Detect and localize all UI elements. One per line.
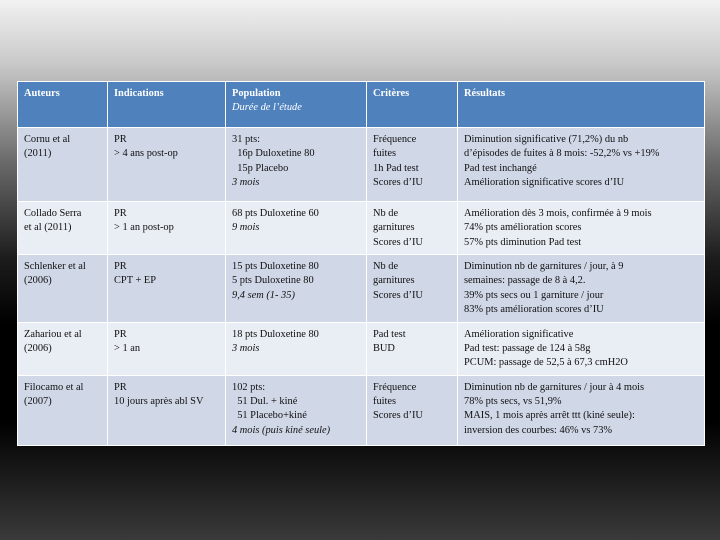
cell-criteres xyxy=(367,375,458,445)
indications-line: 10 jours après abl SV xyxy=(114,395,204,407)
auteurs-line: Filocamo et al xyxy=(24,381,84,393)
population-line: 5 pts Duloxetine 80 xyxy=(232,275,314,287)
criteres-line: Fréquence xyxy=(373,134,417,145)
header-population xyxy=(226,82,367,128)
indications-line: PR xyxy=(114,381,127,393)
table-row xyxy=(18,202,705,255)
resultats-line: semaines: passage de 8 à 4,2. xyxy=(464,275,586,287)
table-row xyxy=(18,322,705,375)
auteurs-line: (2007) xyxy=(24,395,52,407)
cell-resultats xyxy=(458,202,705,255)
cell-auteurs xyxy=(18,375,108,445)
table-row xyxy=(18,375,705,445)
table-header-row xyxy=(18,82,705,128)
header-auteurs: Auteurs xyxy=(18,82,108,128)
resultats-line: 83% pts amélioration scores d’IU xyxy=(464,304,604,316)
criteres-line: Nb de xyxy=(373,261,399,273)
auteurs-line: Collado Serra xyxy=(24,208,82,219)
cell-criteres xyxy=(367,128,458,202)
criteres-line: Pad test xyxy=(373,328,406,340)
population-line: 15 pts Duloxetine 80 xyxy=(232,261,319,273)
header-population-label: Population xyxy=(232,88,281,99)
population-line: 16p Duloxetine 80 xyxy=(232,148,315,160)
criteres-line: Scores d’IU xyxy=(373,410,423,422)
resultats-line: d’épisodes de fuites à 8 mois: -52,2% vs +19% xyxy=(464,148,660,160)
cell-criteres xyxy=(367,255,458,322)
auteurs-line: (2006) xyxy=(24,342,52,354)
criteres-line: Scores d’IU xyxy=(373,289,423,301)
cell-resultats xyxy=(458,128,705,202)
indications-line: > 4 ans post-op xyxy=(114,148,178,160)
header-criteres: Critères xyxy=(367,82,458,128)
population-line: 102 pts: xyxy=(232,381,266,393)
auteurs-line: Cornu et al xyxy=(24,134,71,145)
criteres-line: fuites xyxy=(373,148,397,160)
criteres-line: garnitures xyxy=(373,222,415,234)
resultats-line: Diminution nb de garnitures / jour, à 9 xyxy=(464,261,624,273)
duree-line: 3 mois xyxy=(232,342,260,354)
cell-resultats xyxy=(458,255,705,322)
duree-line: 9 mois xyxy=(232,222,260,234)
cell-indications xyxy=(108,375,226,445)
criteres-line: Nb de xyxy=(373,208,399,219)
population-line: 18 pts Duloxetine 80 xyxy=(232,328,319,340)
population-line: 15p Placebo xyxy=(232,162,289,174)
resultats-line: Amélioration dès 3 mois, confirmée à 9 mois xyxy=(464,208,652,219)
indications-line: PR xyxy=(114,208,127,219)
studies-table xyxy=(17,81,705,446)
resultats-line: 74% pts amélioration scores xyxy=(464,222,582,234)
criteres-line: Fréquence xyxy=(373,381,417,393)
table-row xyxy=(18,128,705,202)
duree-line: 3 mois xyxy=(232,177,260,189)
indications-line: PR xyxy=(114,261,127,273)
resultats-line: Diminution nb de garnitures / jour à 4 mois xyxy=(464,381,645,393)
population-line: 31 pts: xyxy=(232,134,261,145)
population-line: 51 Dul. + kiné xyxy=(232,395,298,407)
table-row xyxy=(18,255,705,322)
cell-criteres xyxy=(367,202,458,255)
header-resultats: Résultats xyxy=(458,82,705,128)
resultats-line: Diminution significative (71,2%) du nb xyxy=(464,134,629,145)
resultats-line: Amélioration significative xyxy=(464,328,574,340)
auteurs-line: et al (2011) xyxy=(24,222,72,234)
cell-population xyxy=(226,202,367,255)
cell-auteurs xyxy=(18,202,108,255)
resultats-line: Pad test inchangé xyxy=(464,162,537,174)
cell-population xyxy=(226,375,367,445)
resultats-line: MAIS, 1 mois après arrêt ttt (kiné seule): xyxy=(464,410,635,422)
criteres-line: Scores d’IU xyxy=(373,177,423,189)
resultats-line: Pad test: passage de 124 à 58g xyxy=(464,342,591,354)
cell-auteurs xyxy=(18,255,108,322)
indications-line: PR xyxy=(114,134,127,145)
cell-population xyxy=(226,255,367,322)
header-duree-label: Durée de l’étude xyxy=(232,102,302,114)
resultats-line: inversion des courbes: 46% vs 73% xyxy=(464,424,613,436)
header-indications: Indications xyxy=(108,82,226,128)
cell-auteurs xyxy=(18,128,108,202)
duree-line: 9,4 sem (1- 35) xyxy=(232,289,295,301)
cell-resultats xyxy=(458,375,705,445)
resultats-line: Amélioration significative scores d’IU xyxy=(464,177,625,189)
auteurs-line: Zahariou et al xyxy=(24,328,82,340)
criteres-line: 1h Pad test xyxy=(373,162,419,174)
population-line: 68 pts Duloxetine 60 xyxy=(232,208,319,219)
cell-population xyxy=(226,128,367,202)
criteres-line: Scores d’IU xyxy=(373,236,423,248)
resultats-line: 39% pts secs ou 1 garniture / jour xyxy=(464,289,604,301)
cell-indications xyxy=(108,202,226,255)
cell-indications xyxy=(108,128,226,202)
resultats-line: PCUM: passage de 52,5 à 67,3 cmH2O xyxy=(464,357,628,369)
cell-population xyxy=(226,322,367,375)
resultats-line: 57% pts diminution Pad test xyxy=(464,236,582,248)
population-line: 51 Placebo+kiné xyxy=(232,410,307,422)
duree-line: 4 mois (puis kiné seule) xyxy=(232,424,331,436)
cell-criteres xyxy=(367,322,458,375)
auteurs-line: (2011) xyxy=(24,148,52,160)
cell-resultats xyxy=(458,322,705,375)
indications-line: > 1 an xyxy=(114,342,141,354)
indications-line: > 1 an post-op xyxy=(114,222,174,234)
slide-table-container xyxy=(17,81,704,435)
criteres-line: garnitures xyxy=(373,275,415,287)
cell-auteurs xyxy=(18,322,108,375)
indications-line: PR xyxy=(114,328,127,340)
auteurs-line: (2006) xyxy=(24,275,52,287)
criteres-line: fuites xyxy=(373,395,397,407)
auteurs-line: Schlenker et al xyxy=(24,261,86,273)
cell-indications xyxy=(108,255,226,322)
criteres-line: BUD xyxy=(373,342,395,354)
cell-indications xyxy=(108,322,226,375)
resultats-line: 78% pts secs, vs 51,9% xyxy=(464,395,562,407)
indications-line: CPT + EP xyxy=(114,275,157,287)
